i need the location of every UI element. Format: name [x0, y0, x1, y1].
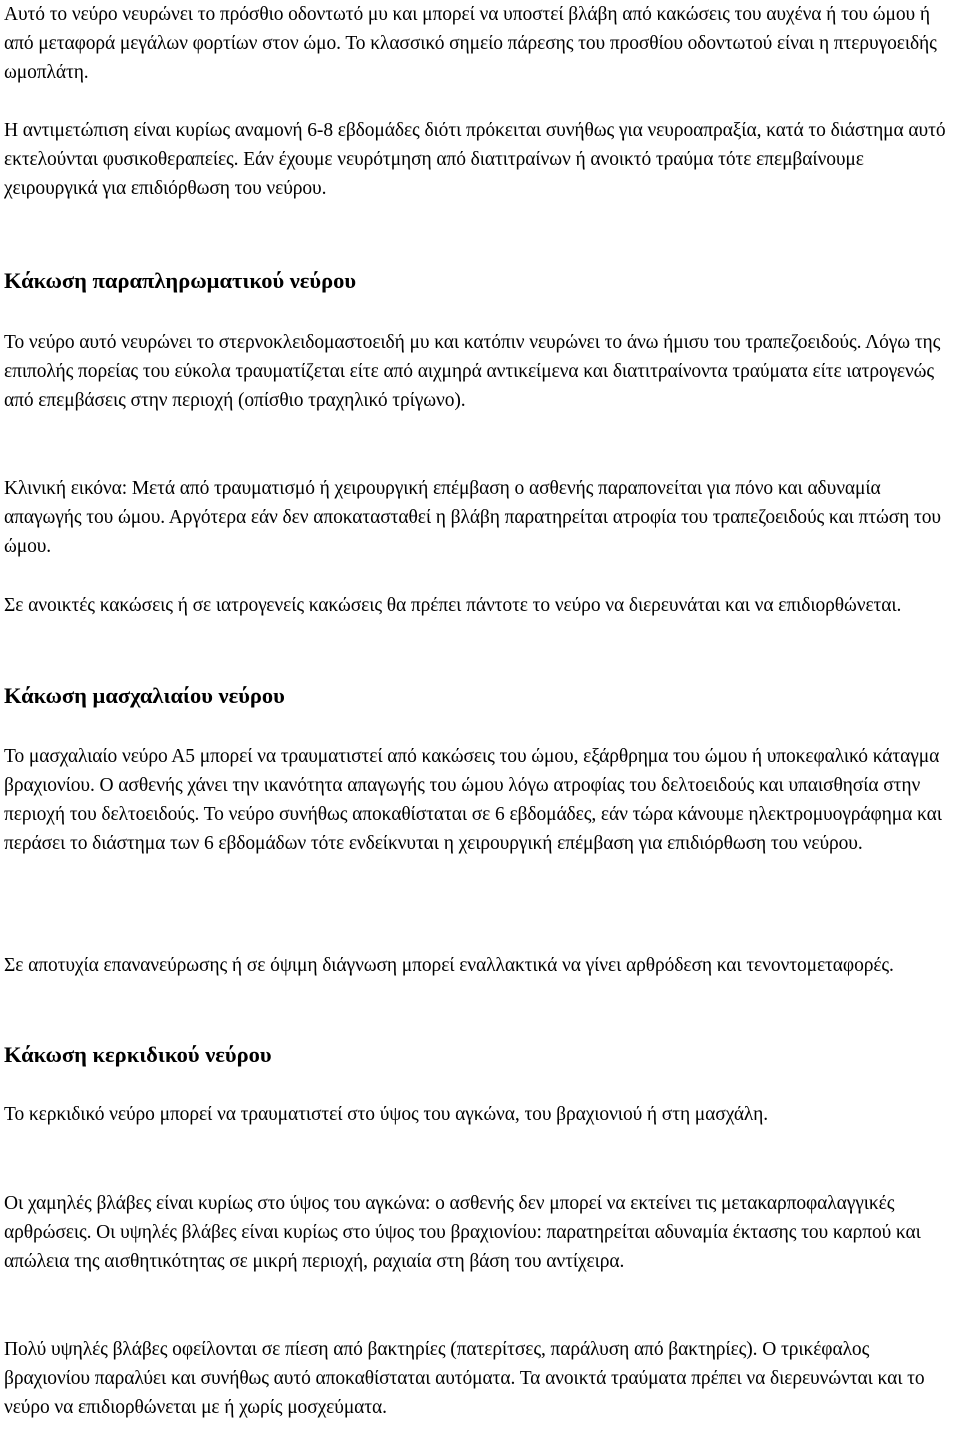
paragraph-radial-nerve-description: Το κερκιδικό νεύρο μπορεί να τραυματιστεί στο ύψος του αγκώνα, του βραχιονιού ή στη μασχάλη.: [4, 1104, 768, 1125]
paragraph-accessory-nerve-description: Το νεύρο αυτό νευρώνει το στερνοκλειδομαστοειδή μυ και κατόπιν νευρώνει το άνω ήμισυ του τραπεζοειδούς. Λόγω της επιπολής πορείας του εύκολα τραυματίζεται είτε από αιχμηρά αντικείμενα και διατιτραίνοντα τραύματα είτε ιατρογενώς από επεμβάσεις στην περιοχή (οπίσθιο τραχηλικό τρίγωνο).: [4, 332, 941, 411]
paragraph-radial-nerve-very-high-lesions: Πολύ υψηλές βλάβες οφείλονται σε πίεση από βακτηρίες (πατερίτσες, παράλυση από βακτηρίες). Ο τρικέφαλος βραχιονίου παραλύει και συνήθως αυτό αποκαθίσταται αυτόματα. Τα ανοικτά τραύματα πρέπει να διερευνώνται και το νεύρο να επιδιορθώνεται με ή χωρίς μοσχεύματα.: [4, 1339, 925, 1418]
paragraph-long-thoracic-nerve-description: Αυτό το νεύρο νευρώνει το πρόσθιο οδοντωτό μυ και μπορεί να υποστεί βλάβη από κακώσεις του αυχένα ή του ώμου ή από μεταφορά μεγάλων φορτίων στον ώμο. Το κλασσικό σημείο πάρεσης του προσθίου οδοντωτού είναι η πτερυγοειδής ωμοπλάτη.: [4, 4, 937, 83]
paragraph-radial-nerve-low-high-lesions: Οι χαμηλές βλάβες είναι κυρίως στο ύψος του αγκώνα: ο ασθενής δεν μπορεί να εκτείνει τις μετακαρποφαλαγγικές αρθρώσεις. Οι υψηλές βλάβες είναι κυρίως στο ύψος του βραχιονίου: παρατηρείται αδυναμία έκτασης του καρπού και απώλεια της αισθητικότητας σε μικρή περιοχή, ραχιαία στη βάση του αντίχειρα.: [4, 1193, 921, 1272]
paragraph-accessory-nerve-clinical-picture: Κλινική εικόνα: Μετά από τραυματισμό ή χειρουργική επέμβαση ο ασθενής παραπονείται για πόνο και αδυναμία απαγωγής του ώμου. Αργότερα εάν δεν αποκατασταθεί η βλάβη παρατηρείται ατροφία του τραπεζοειδούς και πτώση του ώμου.: [4, 478, 941, 557]
paragraph-accessory-nerve-open-injuries: Σε ανοικτές κακώσεις ή σε ιατρογενείς κακώσεις θα πρέπει πάντοτε το νεύρο να διερευνάται και να επιδιορθώνεται.: [4, 595, 902, 616]
paragraph-axillary-nerve-description: Το μασχαλιαίο νεύρο Α5 μπορεί να τραυματιστεί από κακώσεις του ώμου, εξάρθρημα του ώμου ή υποκεφαλικό κάταγμα βραχιονίου. Ο ασθενής χάνει την ικανότητα απαγωγής του ώμου λόγω ατροφίας του δελτοειδούς και υπαισθησία στην περιοχή του δελτοειδούς. Το νεύρο συνήθως αποκαθίσταται σε 6 εβδομάδες, εάν τώρα κάνουμε ηλεκτρομυογράφημα και περάσει το διάστημα των 6 εβδομάδων τότε ενδείκνυται η χειρουργική επέμβαση για επιδιόρθωση του νεύρου.: [4, 746, 942, 854]
heading-axillary-nerve-injury: Κάκωση μασχαλιαίου νεύρου: [4, 683, 285, 708]
paragraph-long-thoracic-nerve-treatment: Η αντιμετώπιση είναι κυρίως αναμονή 6-8 εβδομάδες διότι πρόκειται συνήθως για νευροαπραξία, κατά το διάστημα αυτό εκτελούνται φυσικοθεραπείες. Εάν έχουμε νευρότμηση από διατιτραίνων ή ανοικτό τραύμα τότε επεμβαίνουμε χειρουργικά για επιδιόρθωση του νεύρου.: [4, 120, 946, 199]
paragraph-axillary-nerve-alternatives: Σε αποτυχία επανανεύρωσης ή σε όψιμη διάγνωση μπορεί εναλλακτικά να γίνει αρθρόδεση και τενοντομεταφορές.: [4, 955, 894, 976]
heading-accessory-nerve-injury: Κάκωση παραπληρωματικού νεύρου: [4, 268, 357, 293]
heading-radial-nerve-injury: Κάκωση κερκιδικού νεύρου: [4, 1042, 272, 1067]
